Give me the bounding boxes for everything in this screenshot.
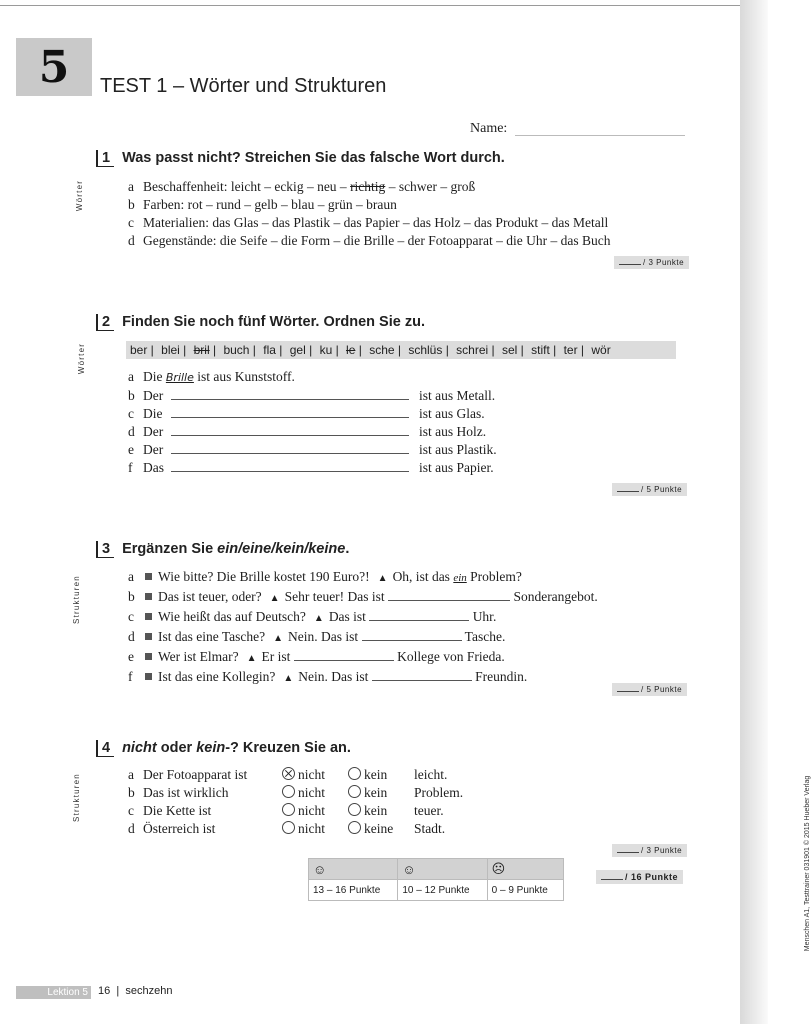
answer-blank[interactable] [372, 668, 472, 681]
item-text: ist aus Holz. [419, 424, 487, 439]
lesson-tab: Lektion 5 [16, 986, 91, 999]
item-letter: d [128, 629, 135, 644]
rating-icon-cell [398, 859, 487, 880]
item-text: ist aus Metall. [419, 388, 496, 403]
side-label: Wörter [77, 342, 87, 375]
answer-text: Problem? [466, 569, 522, 584]
separator: | [488, 343, 498, 357]
option-label: nicht [298, 785, 325, 800]
rating-label: 10 – 12 Punkte [398, 880, 487, 901]
side-label: Strukturen [71, 773, 81, 822]
speaker-b-icon: ▲ [273, 633, 284, 644]
item-letter: a [128, 569, 134, 584]
item-letter: c [128, 803, 134, 818]
list-item [128, 405, 497, 423]
struck-word: richtig [350, 179, 386, 194]
item-text: Die [143, 369, 166, 384]
option-kein[interactable] [348, 802, 414, 820]
score-box: / 3 Punkte [614, 256, 689, 269]
rating-table [308, 858, 564, 901]
syllable[interactable]: bril [193, 343, 210, 357]
smiley-icon: ☺ [402, 861, 416, 877]
item-letter: a [128, 179, 134, 194]
syllable[interactable]: schrei [456, 343, 489, 357]
syllable[interactable]: schlüs [408, 343, 443, 357]
option-label: kein [364, 803, 388, 818]
syllable[interactable]: ber [130, 343, 148, 357]
answer-text: Nein. Das ist [298, 669, 372, 684]
radio-circle[interactable] [348, 767, 361, 780]
item-article: Der [143, 388, 164, 403]
separator: | [517, 343, 528, 357]
item-text: Die Kette ist [143, 803, 212, 818]
item-letter: b [128, 197, 135, 212]
speaker-a-icon [145, 573, 152, 580]
item-letter: b [128, 388, 135, 403]
item-text: Gegenstände: die Seife – die Form – die Brille – der Fotoapparat – die Uhr – das Buch [143, 233, 611, 248]
item-text: Beschaffenheit: leicht – eckig – neu – [143, 179, 351, 194]
list-item [128, 784, 463, 802]
syllable[interactable]: buch [223, 343, 250, 357]
speaker-a-icon [145, 593, 152, 600]
speaker-b-icon: ▲ [313, 613, 324, 624]
answer-text: Sehr teuer! Das ist [284, 589, 389, 604]
item-letter: f [128, 669, 133, 684]
syllable-bar [126, 341, 676, 359]
exercise-1-heading [96, 150, 505, 167]
question-text: Ist das eine Tasche? [158, 629, 266, 644]
option-nicht[interactable] [282, 820, 348, 838]
example-answer: Brille [165, 371, 194, 384]
speaker-a-icon [145, 613, 152, 620]
list-item [128, 608, 598, 628]
syllable[interactable]: sche [369, 343, 395, 357]
list-item [128, 459, 497, 477]
exercise-1-items [128, 178, 611, 250]
total-score-box: / 16 Punkte [596, 870, 683, 884]
item-letter: e [128, 649, 134, 664]
speaker-a-icon [145, 673, 152, 680]
item-text: ist aus Plastik. [419, 442, 497, 457]
separator: | [355, 343, 366, 357]
answer-blank[interactable] [171, 405, 409, 418]
item-letter: c [128, 609, 134, 624]
item-letter: d [128, 424, 135, 439]
separator: | [442, 343, 453, 357]
page-number: 16 | sechzehn [98, 985, 173, 997]
answer-blank[interactable] [171, 423, 409, 436]
speaker-b-icon: ▲ [283, 673, 294, 684]
name-field[interactable] [515, 135, 685, 136]
answer-blank[interactable] [171, 441, 409, 454]
item-text: ist aus Kunststoff. [193, 369, 295, 384]
item-text: Materialien: das Glas – das Plastik – das Papier – das Holz – das Produkt – das Metall [143, 215, 609, 230]
separator: | [549, 343, 560, 357]
radio-circle[interactable] [348, 803, 361, 816]
item-article: Die [143, 406, 163, 421]
item-letter: a [128, 369, 134, 384]
question-text: Das ist teuer, oder? [158, 589, 262, 604]
answer-text: Oh, ist das [392, 569, 454, 584]
syllable[interactable]: gel [289, 343, 306, 357]
radio-circle[interactable] [282, 821, 295, 834]
exercise-title: Was passt nicht? Streichen Sie das falsche Wort durch. [122, 150, 505, 166]
item-letter: d [128, 821, 135, 836]
list-item [128, 387, 497, 405]
exercise-4-items [128, 766, 463, 838]
item-tail: leicht. [414, 767, 448, 782]
exercise-3-items [128, 568, 598, 688]
item-text: ist aus Glas. [419, 406, 485, 421]
rating-icon-cell [309, 859, 398, 880]
name-label: Name: [470, 121, 508, 136]
smiley-icon: ☺ [313, 861, 327, 877]
list-item[interactable] [128, 214, 611, 232]
question-text: Wer ist Elmar? [158, 649, 239, 664]
list-item [128, 368, 497, 387]
item-tail: Stadt. [414, 821, 446, 836]
item-text: ist aus Papier. [419, 460, 494, 475]
radio-circle[interactable] [282, 785, 295, 798]
list-item[interactable] [128, 178, 611, 196]
answer-blank[interactable] [171, 459, 409, 472]
item-text: Der Fotoapparat ist [143, 767, 248, 782]
separator: | [394, 343, 405, 357]
exercise-number: 4 [96, 740, 114, 757]
separator: | [332, 343, 343, 357]
option-kein[interactable] [348, 784, 414, 802]
exercise-2-items [128, 368, 497, 477]
rating-label: 13 – 16 Punkte [309, 880, 398, 901]
option-nicht[interactable] [282, 766, 348, 784]
rating-label: 0 – 9 Punkte [487, 880, 563, 901]
item-text: Das ist wirklich [143, 785, 229, 800]
separator: | [577, 343, 588, 357]
list-item [128, 628, 598, 648]
syllable[interactable]: fla [263, 343, 276, 357]
speaker-b-icon: ▲ [269, 593, 280, 604]
answer-blank[interactable] [294, 648, 394, 661]
list-item [128, 802, 463, 820]
separator: | [275, 343, 286, 357]
list-item [128, 568, 598, 588]
top-rule [0, 5, 748, 6]
exercise-number: 2 [96, 314, 114, 331]
item-letter: f [128, 460, 133, 475]
list-item[interactable] [128, 196, 611, 214]
separator: | [249, 343, 260, 357]
frown-icon: ☹ [491, 861, 506, 876]
option-nicht[interactable] [282, 784, 348, 802]
item-letter: b [128, 589, 135, 604]
page-edge-shadow [740, 0, 768, 1024]
page-title: TEST 1 – Wörter und Strukturen [100, 75, 387, 97]
copyright-credit: Menschen A1, Testtrainer 031901 © 2015 Hueber Verlag [804, 775, 811, 952]
option-label: nicht [298, 803, 325, 818]
list-item[interactable] [128, 232, 611, 250]
syllable[interactable]: le [346, 343, 356, 357]
radio-circle[interactable] [348, 785, 361, 798]
item-text: – schwer – groß [385, 179, 476, 194]
option-nicht[interactable] [282, 802, 348, 820]
rating-icon-cell [487, 859, 563, 880]
option-label: nicht [298, 767, 325, 782]
item-tail: teuer. [414, 803, 444, 818]
exercise-4-heading: 4 nicht oder kein-? Kreuzen Sie an. [96, 740, 351, 757]
item-letter: a [128, 767, 134, 782]
option-label: nicht [298, 821, 325, 836]
item-text: Farben: rot – rund – gelb – blau – grün – braun [143, 197, 397, 212]
item-letter: d [128, 233, 135, 248]
option-label: kein [364, 785, 388, 800]
syllable[interactable]: sel [501, 343, 518, 357]
answer-text: Das ist [328, 609, 370, 624]
list-item [128, 766, 463, 784]
answer-text: Tasche. [461, 629, 506, 644]
answer-text: Kollege von Frieda. [393, 649, 505, 664]
exercise-2-heading [96, 314, 425, 331]
list-item [128, 820, 463, 838]
answer-text: Nein. Das ist [288, 629, 362, 644]
separator: | [209, 343, 220, 357]
score-box: / 5 Punkte [612, 483, 687, 496]
list-item [128, 648, 598, 668]
list-item [128, 423, 497, 441]
answer-text: Sonderangebot. [510, 589, 598, 604]
exercise-number: 3 [96, 541, 114, 558]
option-label: kein [364, 767, 388, 782]
list-item [128, 588, 598, 608]
speaker-a-icon [145, 653, 152, 660]
syllable[interactable]: ter [563, 343, 578, 357]
item-tail: Problem. [414, 785, 464, 800]
side-label: Strukturen [71, 575, 81, 624]
speaker-b-icon: ▲ [246, 653, 257, 664]
item-letter: b [128, 785, 135, 800]
radio-circle[interactable] [348, 821, 361, 834]
item-letter: c [128, 215, 134, 230]
item-letter: e [128, 442, 134, 457]
answer-blank[interactable] [362, 628, 462, 641]
speaker-a-icon [145, 633, 152, 640]
answer-blank[interactable] [369, 608, 469, 621]
item-article: Das [143, 460, 164, 475]
separator: | [147, 343, 158, 357]
list-item [128, 668, 598, 688]
answer-text: Freundin. [471, 669, 528, 684]
example-answer: ein [453, 572, 467, 584]
exercise-number: 1 [96, 150, 114, 167]
list-item [128, 441, 497, 459]
side-label: Wörter [75, 179, 85, 212]
question-text: Wie bitte? Die Brille kostet 190 Euro?! [158, 569, 370, 584]
speaker-b-icon: ▲ [377, 573, 388, 584]
exercise-3-heading: 3 Ergänzen Sie ein/eine/kein/keine. [96, 541, 349, 558]
option-kein[interactable] [348, 766, 414, 784]
answer-text: Uhr. [469, 609, 497, 624]
syllable[interactable]: stift [531, 343, 550, 357]
item-article: Der [143, 424, 164, 439]
option-label: keine [364, 821, 394, 836]
option-kein[interactable] [348, 820, 414, 838]
syllable[interactable]: wör [591, 343, 611, 357]
score-box: / 3 Punkte [612, 844, 687, 857]
syllable[interactable]: blei [161, 343, 180, 357]
answer-text: Er ist [261, 649, 294, 664]
item-letter: c [128, 406, 134, 421]
exercise-title: Finden Sie noch fünf Wörter. Ordnen Sie zu. [122, 314, 425, 330]
radio-circle[interactable] [282, 803, 295, 816]
separator: | [305, 343, 316, 357]
item-text: Österreich ist [143, 821, 216, 836]
separator: | [179, 343, 190, 357]
answer-blank[interactable] [388, 588, 510, 601]
question-text: Ist das eine Kollegin? [158, 669, 276, 684]
syllable[interactable]: ku [319, 343, 333, 357]
answer-blank[interactable] [171, 387, 409, 400]
item-article: Der [143, 442, 164, 457]
radio-circle[interactable] [282, 767, 295, 780]
score-box: / 5 Punkte [612, 683, 687, 696]
lesson-number: 5 [38, 42, 70, 93]
question-text: Wie heißt das auf Deutsch? [158, 609, 306, 624]
